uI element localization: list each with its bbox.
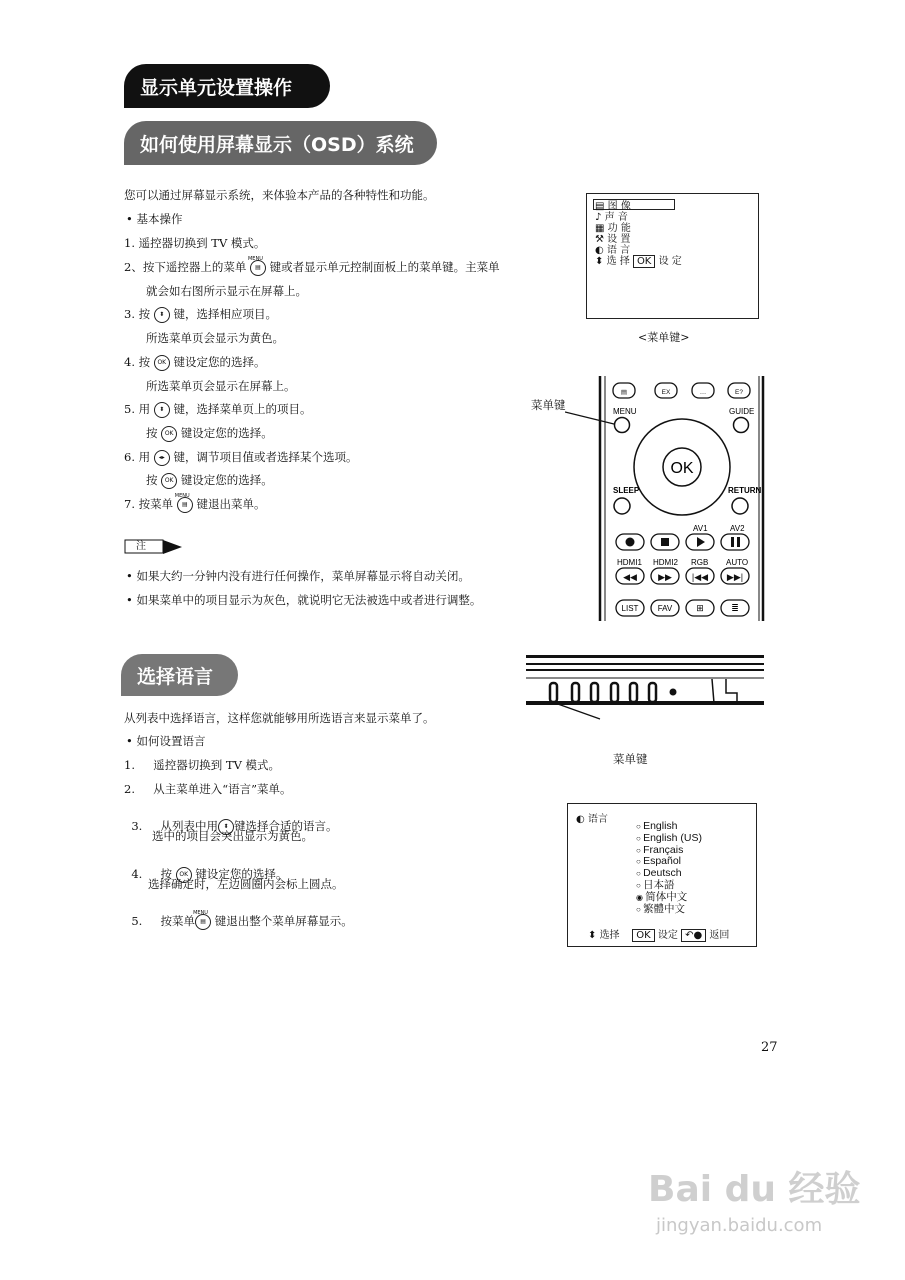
return-key-icon: ↶● [681,929,706,942]
lang-step-5-b: 键退出整个菜单屏幕显示。 [214,914,353,928]
menu-item-picture: ▤ 图 像 [595,201,631,212]
sub-glyph: … [699,389,707,396]
footer-set: 设 定 [658,256,682,267]
radio-icon: ○ [636,869,644,879]
watermark-brand: Bai du 经验 [648,1169,861,1210]
step-4-a: 4. 按 [124,355,151,369]
exit-glyph: EX [661,389,671,396]
lang-footer-set: 设定 [657,930,678,941]
step-6 [124,450,357,466]
epg-glyph: E? [735,389,743,396]
menu-key-icon: MENU ▤ [195,914,211,930]
menu-label: MENU [613,407,637,416]
panel-top-edge-2 [526,663,764,665]
step-3 [124,307,277,323]
menu-item-setup: ⚒ 设 置 [595,234,631,245]
lang-step-5 [124,900,353,930]
radio-icon: ○ [636,880,644,890]
fav-label: FAV [657,604,673,613]
lang-option-label: 日本語 [643,878,675,891]
step-4-b: 键设定您的选择。 [173,355,266,369]
step-7-b: 键退出菜单。 [196,497,266,511]
lang-step-1: 1. 遥控器切换到 TV 模式。 [124,758,281,772]
stop-glyph [661,538,669,546]
radio-icon: ○ [636,833,644,843]
panel-key-4 [611,683,618,702]
lang-step-4-a: 4. 按 [131,867,173,881]
radio-selected-icon: ◉ [636,892,646,902]
ok-key-icon: OK [161,473,177,489]
note-1: • 如果大约一分钟内没有进行任何操作，菜单屏幕显示将自动关闭。 [126,569,470,583]
lang-option-label: 繁體中文 [643,902,686,915]
page-number: 27 [761,1040,778,1055]
step-5-b: 键，选择菜单页上的项目。 [173,402,312,416]
guide-label: GUIDE [729,407,755,416]
step-3-a: 3. 按 [124,307,151,321]
return-label: RETURN [728,486,762,495]
lang-option-label: Deutsch [643,867,682,880]
step-7-a: 7. 按菜单 [124,497,174,511]
up-down-key-icon: ⬍ [154,307,170,323]
radio-icon: ○ [636,822,644,831]
panel-power-led [670,689,677,696]
lang-option-list [636,821,702,915]
panel-key-2 [572,683,579,702]
panel-key-3 [591,683,598,702]
step-3-b: 键，选择相应项目。 [173,307,277,321]
menu-item-sound: ♪ 声 音 [595,212,628,223]
panel-switch [712,679,737,703]
pause-button [721,534,749,550]
step-6-c: 按 [146,473,158,487]
up-down-key-icon: ⬍ [218,819,234,835]
step-5-d: 键设定您的选择。 [180,426,273,440]
lang-step-3-b: 键选择合适的语言。 [234,819,338,833]
step-5-c: 按 [146,426,158,440]
step-5-a: 5. 用 [124,402,151,416]
ok-key-icon: OK [154,355,170,371]
sleep-label: SLEEP [613,486,640,495]
hdmi1-label: HDMI1 [617,558,642,567]
lang-step-3-a: 3. 从列表中用 [131,819,219,833]
menu-caption: <菜单键> [638,331,690,344]
rewind-glyph: ◀◀ [623,572,637,582]
footer-select: 选 择 [606,256,630,267]
menu-key-icon: MENU ▤ [250,260,266,276]
step-6-d: 键设定您的选择。 [180,473,273,487]
guide-button [734,418,749,433]
osd-menu-footer: ⬍ 选 择 OK 设 定 [595,256,682,267]
av1-label: AV1 [693,524,708,533]
lang-option-label: Français [643,843,684,856]
menu-item-function: ▦ 功 能 [595,223,631,234]
lang-how-heading: • 如何设置语言 [126,734,206,748]
av2-label: AV2 [730,524,745,533]
pause-glyph-b [737,537,740,547]
step-6-b: 键，调节项目值或者选择某个选项。 [173,450,358,464]
lang-menu-title: ◐ 语言 [576,814,608,825]
step-3-cont: 所选菜单页会显示为黄色。 [146,331,284,345]
lang-footer-ok: OK [632,929,654,942]
lang-option[interactable] [636,904,702,916]
aspect-glyph: ⊞ [696,603,704,613]
panel-top-edge [526,655,764,658]
ok-label: OK [670,460,694,477]
menu-item-language: ◐ 语 言 [595,245,631,256]
step-5 [124,402,311,418]
callout-line [565,412,618,425]
up-down-key-icon: ⬍ [154,402,170,418]
record-glyph [626,538,635,547]
hdmi2-label: HDMI2 [653,558,678,567]
left-right-key-icon: ◂▸ [154,450,170,466]
note-label: 注 [136,541,146,552]
lang-step-2: 2. 从主菜单进入“语言”菜单。 [124,782,292,796]
language-menu-screen [567,803,757,947]
panel-key-5 [630,683,637,702]
rgb-label: RGB [691,558,709,567]
lang-option-label: Español [643,855,682,868]
pause-glyph-a [731,537,734,547]
section-title-main: 显示单元设置操作 [124,64,330,108]
basic-op-heading: • 基本操作 [126,212,183,226]
remote-control-illustration [565,376,775,621]
panel-callout-label: 菜单键 [613,752,648,766]
osd-intro: 您可以通过屏幕显示系统，来体验本产品的各种特性和功能。 [124,188,435,202]
watermark-url: jingyan.baidu.com [656,1215,823,1236]
step-7 [124,497,265,513]
menu-button [615,418,630,433]
section-title-osd: 如何使用屏幕显示（OSD）系统 [124,121,437,165]
step-5-cont [146,426,273,442]
next-glyph: ▶▶| [726,572,744,582]
osd-main-menu-screen [586,193,759,319]
lang-step-4-b: 键设定您的选择。 [195,867,288,881]
lang-step-4-cont: 选择确定时，左边圆圈内会标上圆点。 [148,877,344,891]
lang-option-label: English (US) [643,831,702,844]
lang-option-label: English [643,820,678,832]
panel-key-menu [550,683,557,702]
forward-glyph: ▶▶ [658,572,672,582]
ok-key-icon: OK [161,426,177,442]
lang-intro: 从列表中选择语言，这样您就能够用所选语言来显示菜单了。 [124,711,435,725]
lang-option-label: 简体中文 [645,890,688,903]
radio-icon: ○ [636,904,644,914]
lang-step-3-cont: 选中的项目会突出显示为黄色。 [152,829,313,843]
tv-panel-illustration [522,655,768,721]
step-2-a: 2、按下遥控器上的菜单 [124,260,247,274]
sleep-button [614,498,630,514]
note-arrow-icon [124,539,184,555]
step-1: 1. 遥控器切换到 TV 模式。 [124,236,266,250]
step-6-a: 6. 用 [124,450,151,464]
teletext-glyph: ▤ [620,389,628,396]
step-6-cont [146,473,273,489]
menu-key-icon: MENU ▤ [177,497,193,513]
lang-footer-back: 返回 [709,930,730,941]
section-title-language: 选择语言 [121,654,238,696]
panel-mid-edge [526,669,764,671]
step-2 [124,260,500,276]
step-2-cont: 就会如右图所示显示在屏幕上。 [146,284,307,298]
step-2-b: 键或者显示单元控制面板上的菜单键。主菜单 [269,260,500,274]
info-glyph: ≣ [731,603,739,613]
panel-key-6 [649,683,656,702]
step-4-cont: 所选菜单页会显示在屏幕上。 [146,379,296,393]
remote-callout-label: 菜单键 [531,398,566,412]
step-4 [124,355,265,371]
radio-icon: ○ [636,845,644,855]
lang-footer-select: 选择 [599,930,620,941]
prev-glyph: |◀◀ [691,572,709,582]
lang-step-5-a: 5. 按菜单 [131,914,196,928]
ok-key-icon: OK [176,867,192,883]
return-button [732,498,748,514]
panel-callout-line [555,703,600,719]
list-label: LIST [621,604,639,613]
lang-menu-footer: ⬍ 选择 OK 设定 ↶● 返回 [588,930,730,941]
radio-icon: ○ [636,857,644,867]
note-2: • 如果菜单中的项目显示为灰色，就说明它无法被选中或者进行调整。 [126,593,482,607]
auto-label: AUTO [726,558,749,567]
footer-ok: OK [633,255,655,268]
